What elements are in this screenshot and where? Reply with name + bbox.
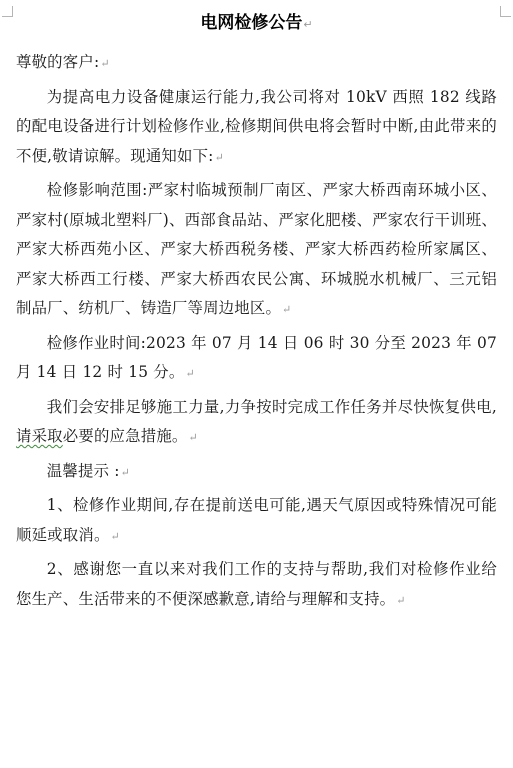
- margin-corner-mark-right: [500, 6, 511, 17]
- paragraph-mark-icon: ↵: [185, 367, 195, 380]
- paragraph-mark-icon: ↵: [188, 431, 198, 444]
- paragraph-mark-icon: ↵: [110, 529, 120, 543]
- notice-title[interactable]: 电网检修公告↵: [200, 13, 313, 33]
- time-paragraph[interactable]: 检修作业时间:2023 年 07 月 14 日 06 时 30 分至 2023 年 07 月 14 日 12 时 15 分。↵: [16, 333, 497, 381]
- greeting-paragraph[interactable]: 尊敬的客户:↵: [16, 53, 110, 71]
- paragraph-mark-icon: ↵: [100, 57, 110, 70]
- paragraph-mark-icon: ↵: [282, 303, 292, 316]
- paragraph-mark-icon: ↵: [214, 150, 224, 164]
- tip-1-paragraph[interactable]: 1、检修作业期间,存在提前送电可能,遇天气原因或特殊情况可能顺延或取消。↵: [16, 496, 497, 544]
- scope-paragraph[interactable]: 检修影响范围:严家村临城预制厂南区、严家大桥西南环城小区、严家村(原城北塑料厂)、西部食品站、严家化肥楼、严家农行干训班、严家大桥西苑小区、严家大桥西税务楼、严家大桥西药检所家属区、严家大桥西工行楼、严家大桥西农民公寓、环城脱水机械厂、三元铝制品厂、纺机厂、铸造厂等周边地区。↵: [16, 181, 497, 317]
- paragraph-mark-icon: ↵: [303, 18, 313, 31]
- spellcheck-underline: 请采取: [16, 427, 63, 445]
- intro-paragraph[interactable]: 为提高电力设备健康运行能力,我公司将对 10kV 西照 182 线路的配电设备进行计划检修作业,检修期间供电将会暂时中断,由此带来的不便,敬请谅解。现通知如下:↵: [16, 87, 497, 165]
- commitment-paragraph[interactable]: 我们会安排足够施工力量,力争按时完成工作任务并尽快恢复供电,请采取必要的应急措施。↵: [16, 397, 497, 445]
- paragraph-mark-icon: ↵: [120, 465, 131, 479]
- paragraph-mark-icon: ↵: [396, 593, 406, 607]
- margin-corner-mark-left: [2, 6, 13, 17]
- tip-2-paragraph[interactable]: 2、感谢您一直以来对我们工作的支持与帮助,我们对检修作业给您生产、生活带来的不便深感歉意,请给与理解和支持。↵: [16, 560, 497, 608]
- tips-heading[interactable]: 温馨提示 :↵: [46, 461, 131, 480]
